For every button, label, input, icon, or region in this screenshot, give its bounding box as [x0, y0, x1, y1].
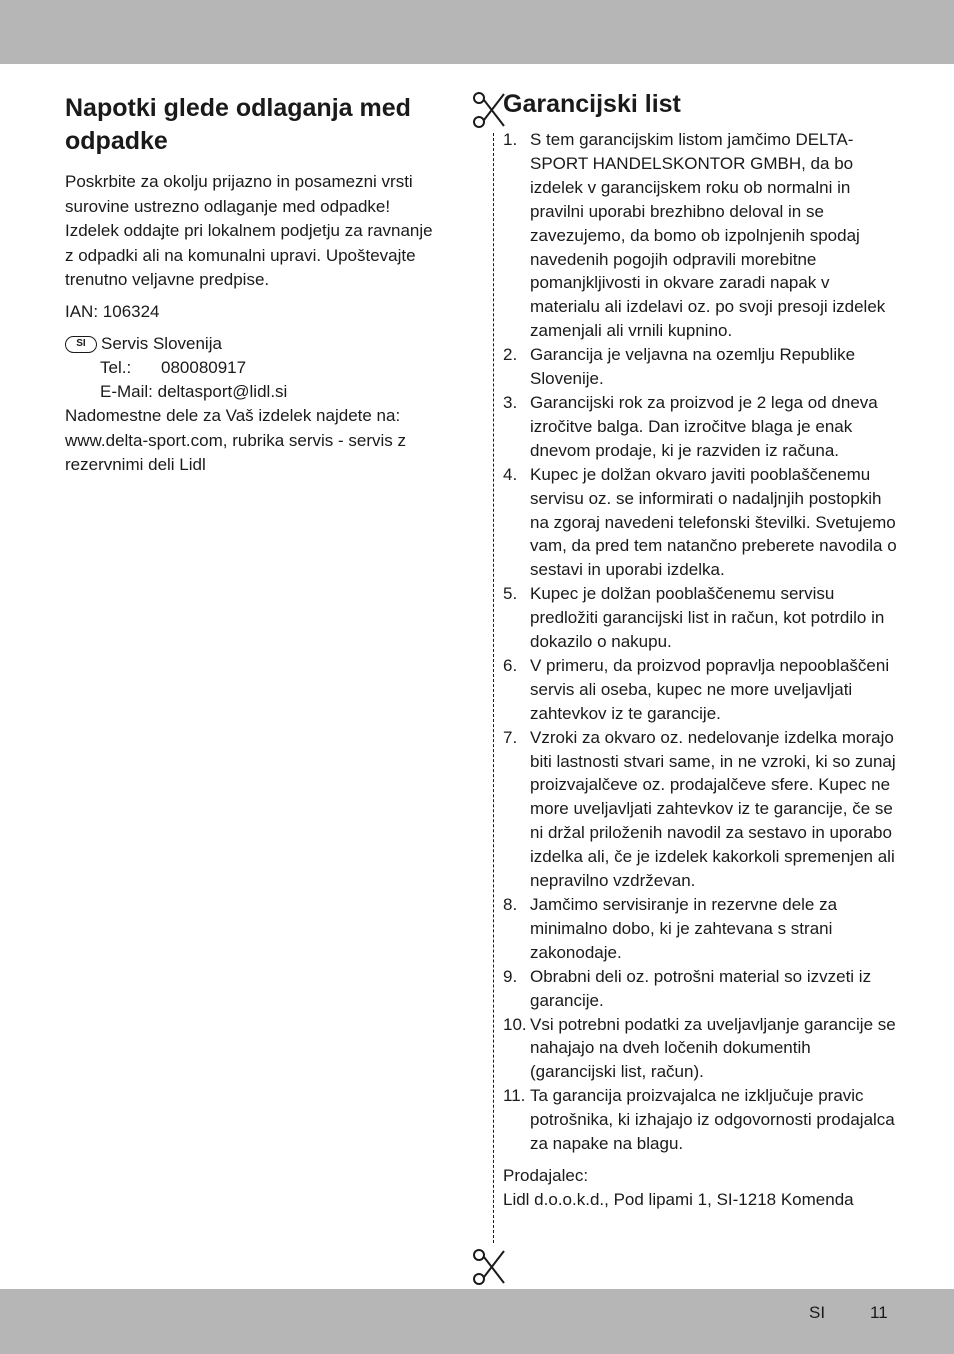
seller-label: Prodajalec:	[503, 1165, 589, 1185]
list-item: 7. Vzroki za okvaro oz. nedelovanje izdelka morajo biti lastnosti stvari same, in ne vzroki, ki so zunaj proizvajalčeve oz. prodajalčeve sfere. Kupec ne more uveljavljati zahtevkov iz te garancije, če se ni držal priloženih navodil za sestavo in uporabo izdelka ali, če je izdelek kakorkoli spremenjen ali nepravilno vzdrževan.	[503, 727, 896, 891]
ian-number: IAN: 106324	[65, 301, 160, 321]
seller-value: Lidl d.o.o.k.d., Pod lipami 1, SI-1218 Komenda	[503, 1189, 854, 1209]
scissors-icon	[470, 1245, 516, 1289]
seller-block	[503, 1164, 898, 1212]
warranty-section	[503, 89, 898, 1212]
list-item: 1. S tem garancijskim listom jamčimo DELTA-SPORT HANDELSKONTOR GMBH, da bo izdelek v garancijskem roku ob normalni in pravilni uporabi brezhibno deloval in se zavezujemo, da bomo ob izpolnjenih spodaj navedenih pogojih odpravili morebitne pomanjkljivosti in okvare zaradi napak v materialu ali izdelavi oz. po svoji presoji izdelek zamenjali ali vrnili kupnino.	[503, 130, 886, 341]
country-badge: SI	[65, 336, 97, 353]
list-item: 11. Ta garancija proizvajalca ne izključuje pravic potrošnika, ki izhajajo iz odgovornosti prodajalca za napake na blagu.	[503, 1086, 895, 1154]
disposal-section	[65, 92, 445, 478]
list-item: 4. Kupec je dolžan okvaro javiti pooblaščenemu servisu oz. se informirati o nadaljnjih postopkih na zgoraj navedeni telefonski številki. Svetujemo vam, da pred tem natančno preberete navodila o sestavi in uporabi izdelka.	[503, 464, 897, 580]
spare-parts-note: Nadomestne dele za Vaš izdelek najdete na: www.delta-sport.com, rubrika servis - servis z rezervnimi deli Lidl	[65, 406, 407, 474]
list-item: 2. Garancija je veljavna na ozemlju Republike Slovenije.	[503, 345, 856, 389]
service-email: E-Mail: deltasport@lidl.si	[100, 382, 288, 401]
tel-label: Tel.:	[100, 358, 132, 377]
disposal-title: Napotki glede odlaganja med odpadke	[65, 94, 411, 155]
header-band	[0, 0, 954, 64]
warranty-list	[503, 128, 898, 1156]
list-item: 8. Jamčimo servisiranje in rezervne dele za minimalno dobo, ki je zahtevana s strani zakonodaje.	[503, 895, 838, 962]
warranty-title: Garancijski list	[503, 90, 681, 118]
service-name: Servis Slovenija	[101, 334, 222, 353]
page-number: 11	[870, 1303, 888, 1322]
disposal-paragraph: Poskrbite za okolju prijazno in posamezni vrsti surovine ustrezno odlaganje med odpadke! Izdelek oddajte pri lokalnem podjetju za ravnanje z odpadki ali na komunalni upravi. Upoštevajte trenutno veljavne predpise.	[65, 172, 433, 289]
list-item: 6. V primeru, da proizvod popravlja nepooblaščeni servis ali oseba, kupec ne more uveljavljati zahtevkov iz te garancije.	[503, 655, 890, 723]
list-item: 9. Obrabni deli oz. potrošni material so izvzeti iz garancije.	[503, 966, 872, 1010]
list-item: 10. Vsi potrebni podatki za uveljavljanje garancije se nahajajo na dveh ločenih dokumentih (garancijski list, račun).	[503, 1014, 896, 1082]
footer-language: SI	[809, 1303, 826, 1322]
service-block	[65, 332, 445, 404]
tel-value: 080080917	[161, 358, 247, 377]
cut-line	[493, 118, 494, 1253]
list-item: 5. Kupec je dolžan pooblaščenemu servisu predložiti garancijski list in račun, kot potrdilo in dokazilo o nakupu.	[503, 584, 885, 652]
list-item: 3. Garancijski rok za proizvod je 2 lega od dneva izročitve balga. Dan izročitve blaga je enak dnevom prodaje, ki je razviden iz računa.	[503, 392, 878, 460]
